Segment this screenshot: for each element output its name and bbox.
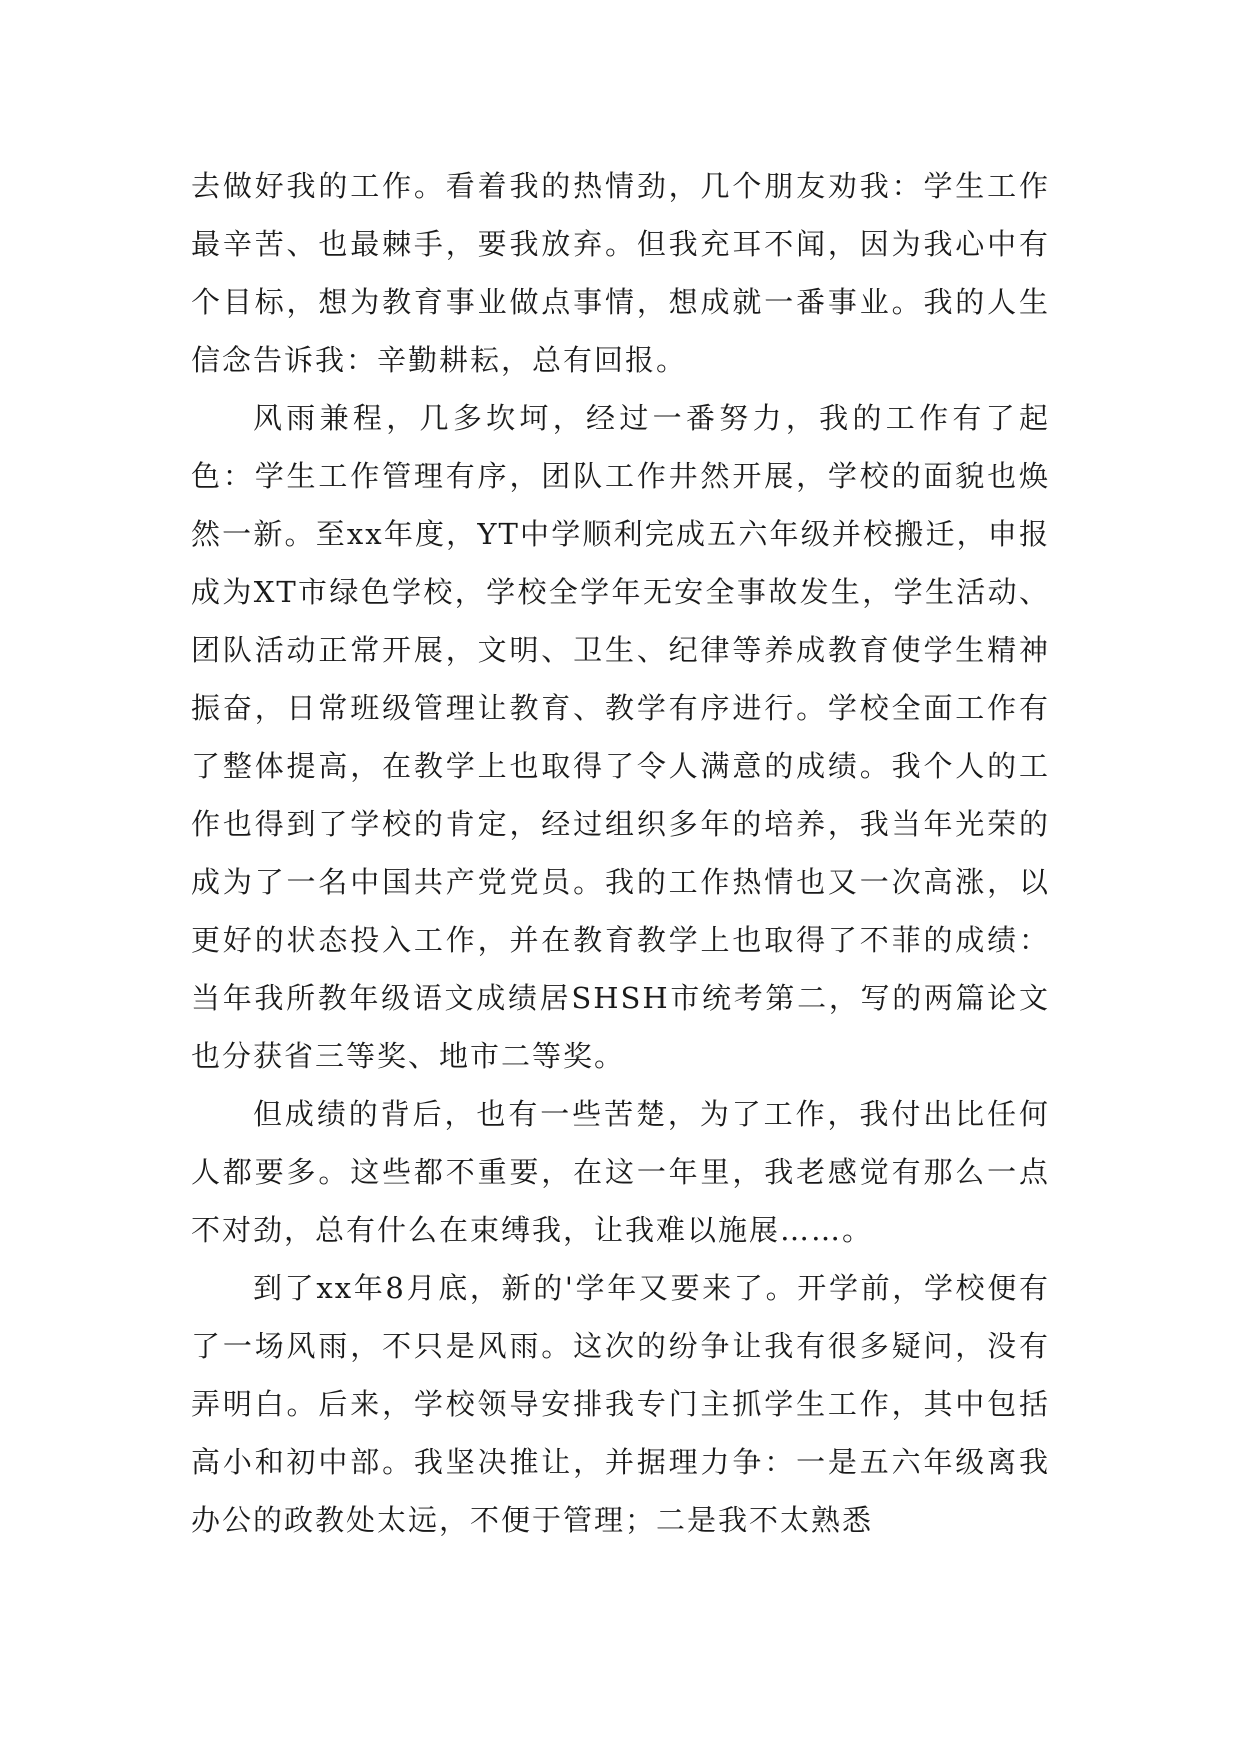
paragraph-3: 但成绩的背后，也有一些苦楚，为了工作，我付出比任何人都要多。这些都不重要，在这一年里，我老感觉有那么一点不对劲，总有什么在束缚我，让我难以施展……。 bbox=[191, 1097, 1050, 1247]
body-text bbox=[191, 157, 1050, 1549]
paragraph-1: 去做好我的工作。看着我的热情劲，几个朋友劝我：学生工作最辛苦、也最棘手，要我放弃。但我充耳不闻，因为我心中有个目标，想为教育事业做点事情，想成就一番事业。我的人生信念告诉我：辛勤耕耘，总有回报。 bbox=[191, 169, 1050, 377]
paragraph-2: 风雨兼程，几多坎坷，经过一番努力，我的工作有了起色：学生工作管理有序，团队工作井然开展，学校的面貌也焕然一新。至xx年度，YT中学顺利完成五六年级并校搬迁，申报成为XT市绿色学校，学校全学年无安全事故发生，学生活动、团队活动正常开展，文明、卫生、纪律等养成教育使学生精神振奋，日常班级管理让教育、教学有序进行。学校全面工作有了整体提高，在教学上也取得了令人满意的成绩。我个人的工作也得到了学校的肯定，经过组织多年的培养，我当年光荣的成为了一名中国共产党党员。我的工作热情也又一次高涨，以更好的状态投入工作，并在教育教学上也取得了不菲的成绩：当年我所教年级语文成绩居SHSH市统考第二，写的两篇论文也分获省三等奖、地市二等奖。 bbox=[191, 401, 1050, 1073]
paragraph-4: 到了xx年8月底，新的'学年又要来了。开学前，学校便有了一场风雨，不只是风雨。这次的纷争让我有很多疑问，没有弄明白。后来，学校领导安排我专门主抓学生工作，其中包括高小和初中部。我坚决推让，并据理力争：一是五六年级离我办公的政教处太远，不便于管理；二是我不太熟悉 bbox=[191, 1271, 1050, 1537]
